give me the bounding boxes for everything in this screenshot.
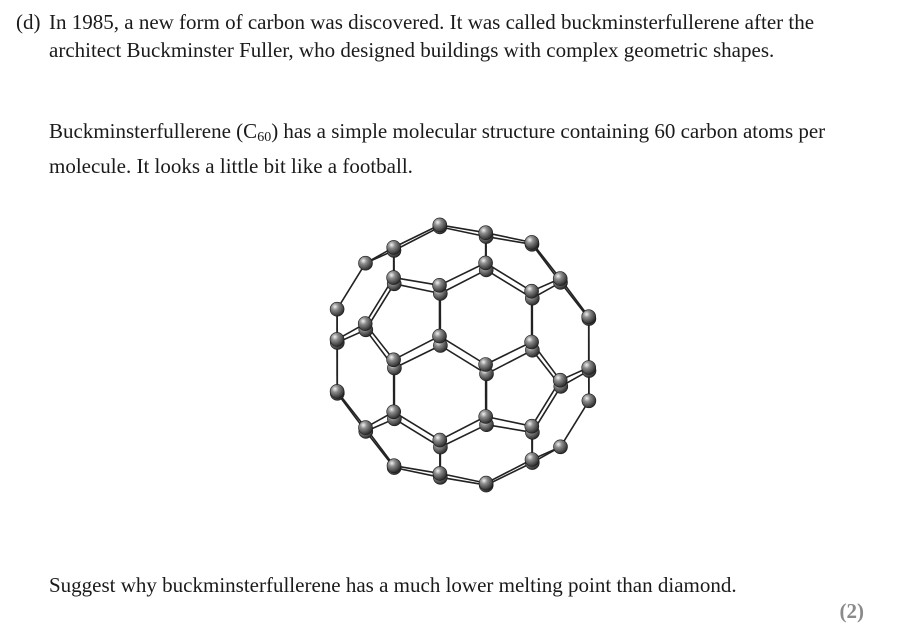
carbon-atom (330, 384, 344, 398)
carbon-atom (553, 272, 567, 286)
carbon-atom (554, 440, 568, 454)
carbon-atom (433, 218, 447, 232)
carbon-atom (387, 240, 401, 254)
carbon-bond (337, 263, 365, 309)
carbon-bond (561, 401, 589, 447)
carbon-bond (394, 336, 440, 360)
carbon-atom (479, 476, 493, 490)
structure-text-end: ) has a simple molecular structure containing 60 carbon atoms per molecule. It looks a little bit like a football. (49, 119, 826, 178)
carbon-atom (582, 361, 596, 375)
carbon-atom (525, 284, 539, 298)
carbon-atom (359, 256, 373, 270)
structure-text-start: Buckminsterfullerene (C (49, 119, 258, 143)
carbon-atom (525, 335, 539, 349)
carbon-atom (359, 421, 373, 435)
carbon-bond (486, 342, 532, 365)
carbon-atom (387, 405, 401, 419)
carbon-atom (433, 466, 447, 480)
buckminsterfullerene-diagram (313, 205, 613, 505)
carbon-atom (582, 310, 596, 324)
question-d (16, 8, 896, 64)
carbon-atom (387, 459, 401, 473)
carbon-atom (525, 235, 539, 249)
formula-subscript: 60 (257, 130, 272, 145)
carbon-atom (479, 358, 493, 372)
carbon-atom (330, 332, 344, 346)
atoms-layer (330, 218, 596, 492)
carbon-atom (525, 453, 539, 467)
carbon-bond (440, 336, 486, 364)
carbon-atom (433, 433, 447, 447)
carbon-bond (440, 346, 486, 374)
carbon-atom (479, 410, 493, 424)
carbon-atom (387, 353, 401, 367)
carbon-atom (387, 271, 401, 285)
carbon-atom (553, 373, 567, 387)
carbon-bond (394, 346, 440, 369)
question-prompt: Suggest why buckminsterfullerene has a much lower melting point than diamond. (49, 573, 737, 597)
carbon-atom (358, 317, 372, 331)
carbon-atom (433, 278, 447, 292)
structure-paragraph (49, 117, 869, 180)
carbon-atom (479, 256, 493, 270)
carbon-atom (525, 419, 539, 433)
carbon-bond (487, 350, 533, 374)
carbon-atom (433, 329, 447, 343)
question-label: (d) (16, 10, 41, 34)
carbon-atom (479, 226, 493, 240)
carbon-atom (582, 394, 596, 408)
question-intro: In 1985, a new form of carbon was discovered. It was called buckminsterfullerene after the architect Buckminster Fuller, who designed buildings with complex geometric shapes. (49, 10, 815, 62)
bonds-layer (337, 225, 589, 485)
marks-available: (2) (839, 599, 864, 623)
carbon-atom (330, 302, 344, 316)
c60-molecule-svg (313, 205, 613, 505)
